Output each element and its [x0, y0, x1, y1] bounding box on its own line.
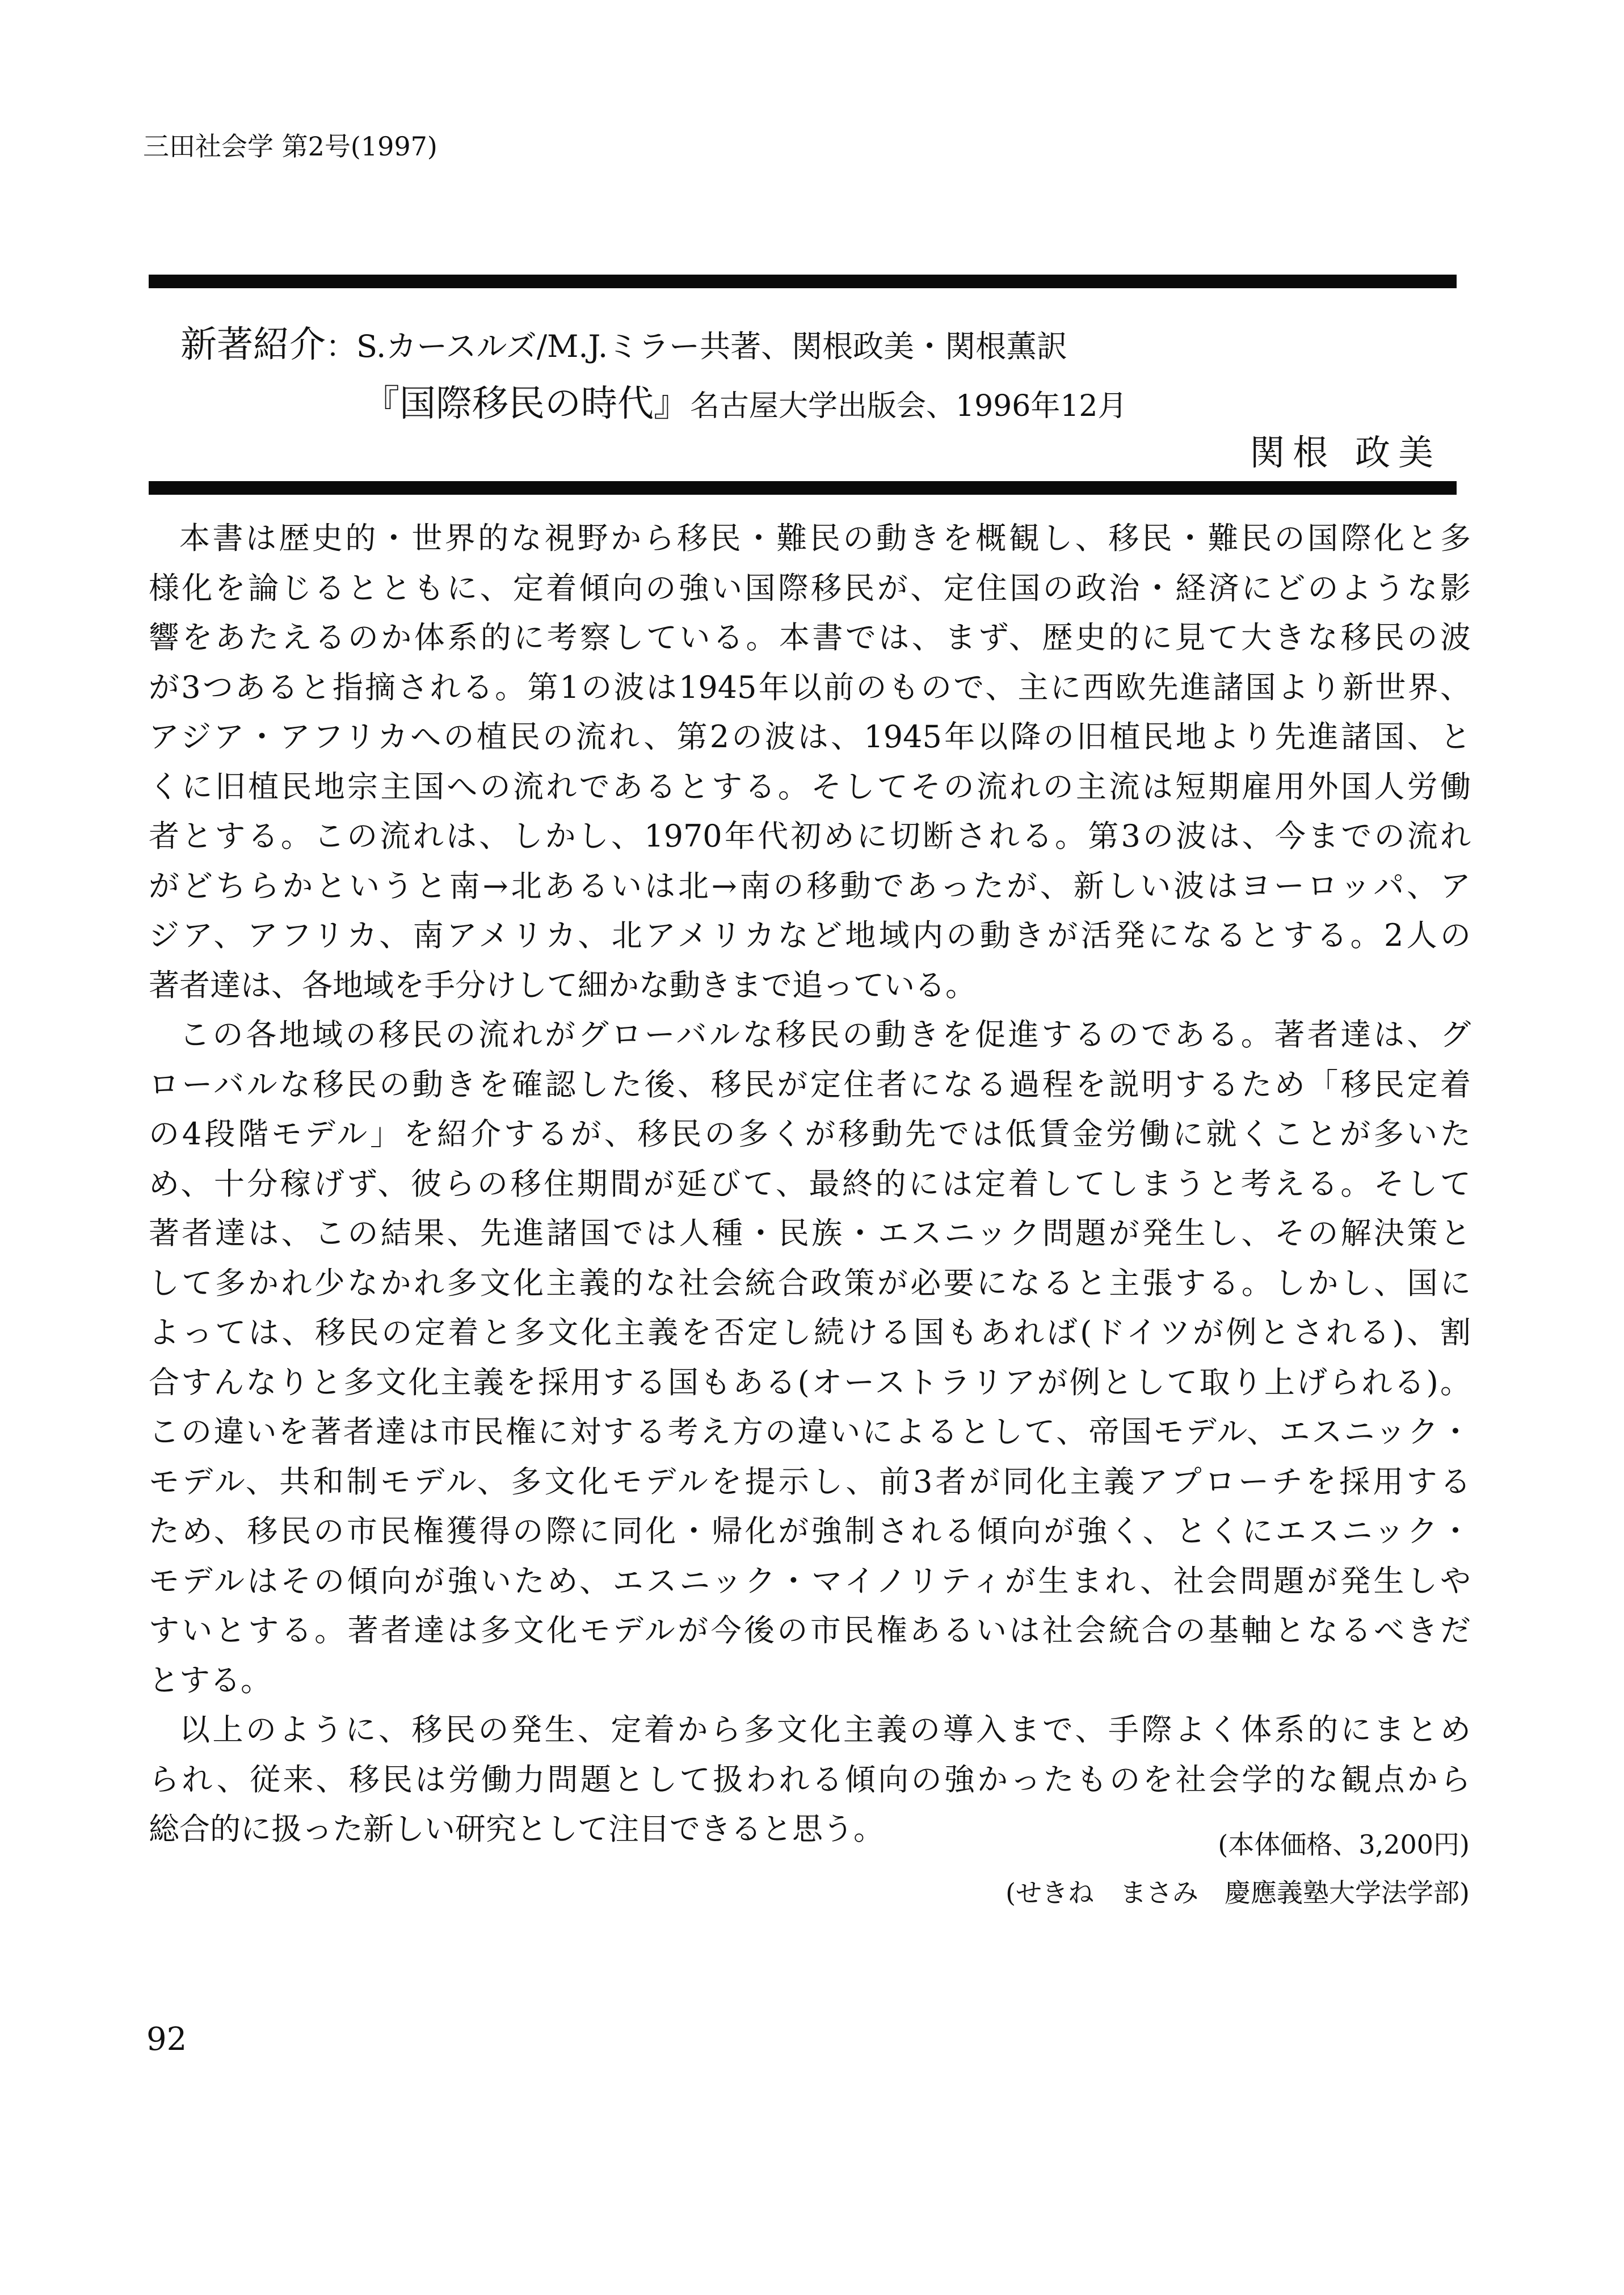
section-label: 新著紹介 [180, 324, 326, 366]
body-line: よっては、移民の定着と多文化主義を否定し続ける国もあれば(ドイツが例とされる)、割 [149, 1315, 1471, 1350]
body-line: アジア・アフリカへの植民の流れ、第2の波は、1945年以降の旧植民地より先進諸国、と [149, 719, 1471, 755]
body-line: 様化を論じるとともに、定着傾向の強い国際移民が、定住国の政治・経済にどのような影 [149, 570, 1471, 606]
body-line: ため、移民の市民権獲得の際に同化・帰化が強制される傾向が強く、とくにエスニック・ [149, 1513, 1471, 1549]
body-line: くに旧植民地宗主国への流れであるとする。そしてその流れの主流は短期雇用外国人労働 [149, 768, 1471, 805]
running-header: 三田社会学 第2号(1997) [143, 131, 437, 162]
book-price: (本体価格、3,200円) [1218, 1829, 1470, 1860]
body-line: して多かれ少なかれ多文化主義的な社会統合政策が必要になると主張する。しかし、国に [149, 1265, 1471, 1301]
body-line: モデルはその傾向が強いため、エスニック・マイノリティが生まれ、社会問題が発生しや [149, 1563, 1471, 1599]
reviewer-affiliation: (せきね まさみ 慶應義塾大学法学部) [1005, 1877, 1470, 1908]
body-line: 著者達は、各地域を手分けして細かな動きまで追っている。 [149, 967, 976, 1003]
review-heading [180, 315, 1067, 368]
body-line: られ、従来、移民は労働力問題として扱われる傾向の強かったものを社会学的な観点から [149, 1761, 1471, 1797]
body-line: 著者達は、この結果、先進諸国では人種・民族・エスニック問題が発生し、その解決策と [149, 1215, 1471, 1251]
body-line: すいとする。著者達は多文化モデルが今後の市民権あるいは社会統合の基軸となるべきだ [149, 1612, 1471, 1648]
body-line: この違いを著者達は市民権に対する考え方の違いによるとして、帝国モデル、エスニック・ [149, 1414, 1471, 1450]
body-line: め、十分稼げず、彼らの移住期間が延びて、最終的には定着してしまうと考える。そして [149, 1165, 1471, 1202]
body-line: 以上のように、移民の発生、定着から多文化主義の導入まで、手際よく体系的にまとめ [179, 1712, 1471, 1747]
title-rule-bottom [149, 481, 1457, 495]
title-rule-top [149, 275, 1457, 288]
publisher-info: 名古屋大学出版会、1996年12月 [690, 389, 1127, 423]
body-line: 総合的に扱った新しい研究として注目できると思う。 [149, 1811, 884, 1847]
body-line: の4段階モデル」を紹介するが、移民の多くが移動先では低賃金労働に就くことが多いた [149, 1116, 1471, 1152]
body-line: が3つあると指摘される。第1の波は1945年以前のもので、主に西欧先進諸国より新世界、 [149, 669, 1471, 705]
book-authors: ：S.カースルズ/M.J.ミラー共著、関根政美・関根薫訳 [326, 329, 1068, 364]
book-title-line [363, 374, 1127, 427]
body-line: 響をあたえるのか体系的に考察している。本書では、まず、歴史的に見て大きな移民の波 [149, 620, 1471, 655]
reviewer-name: 関根 政美 [1249, 432, 1441, 473]
body-line: ジア、アフリカ、南アメリカ、北アメリカなど地域内の動きが活発になるとする。2人の [149, 917, 1471, 953]
body-line: 者とする。この流れは、しかし、1970年代初めに切断される。第3の波は、今までの流れ [149, 818, 1471, 854]
body-line: この各地域の移民の流れがグローバルな移民の動きを促進するのである。著者達は、グ [179, 1017, 1471, 1052]
body-line: 合すんなりと多文化主義を採用する国もある(オーストラリアが例として取り上げられる)。 [149, 1364, 1471, 1400]
body-line: とする。 [149, 1662, 271, 1698]
review-body [149, 513, 1471, 1854]
body-line: がどちらかというと南→北あるいは北→南の移動であったが、新しい波はヨーロッパ、ア [149, 868, 1471, 904]
body-line: モデル、共和制モデル、多文化モデルを提示し、前3者が同化主義アプローチを採用する [149, 1463, 1471, 1500]
body-line: ローバルな移民の動きを確認した後、移民が定住者になる過程を説明するため「移民定着 [149, 1066, 1471, 1102]
body-line: 本書は歴史的・世界的な視野から移民・難民の動きを概観し、移民・難民の国際化と多 [179, 520, 1471, 556]
page-number: 92 [146, 2021, 187, 2058]
book-title: 『国際移民の時代』 [363, 383, 690, 425]
